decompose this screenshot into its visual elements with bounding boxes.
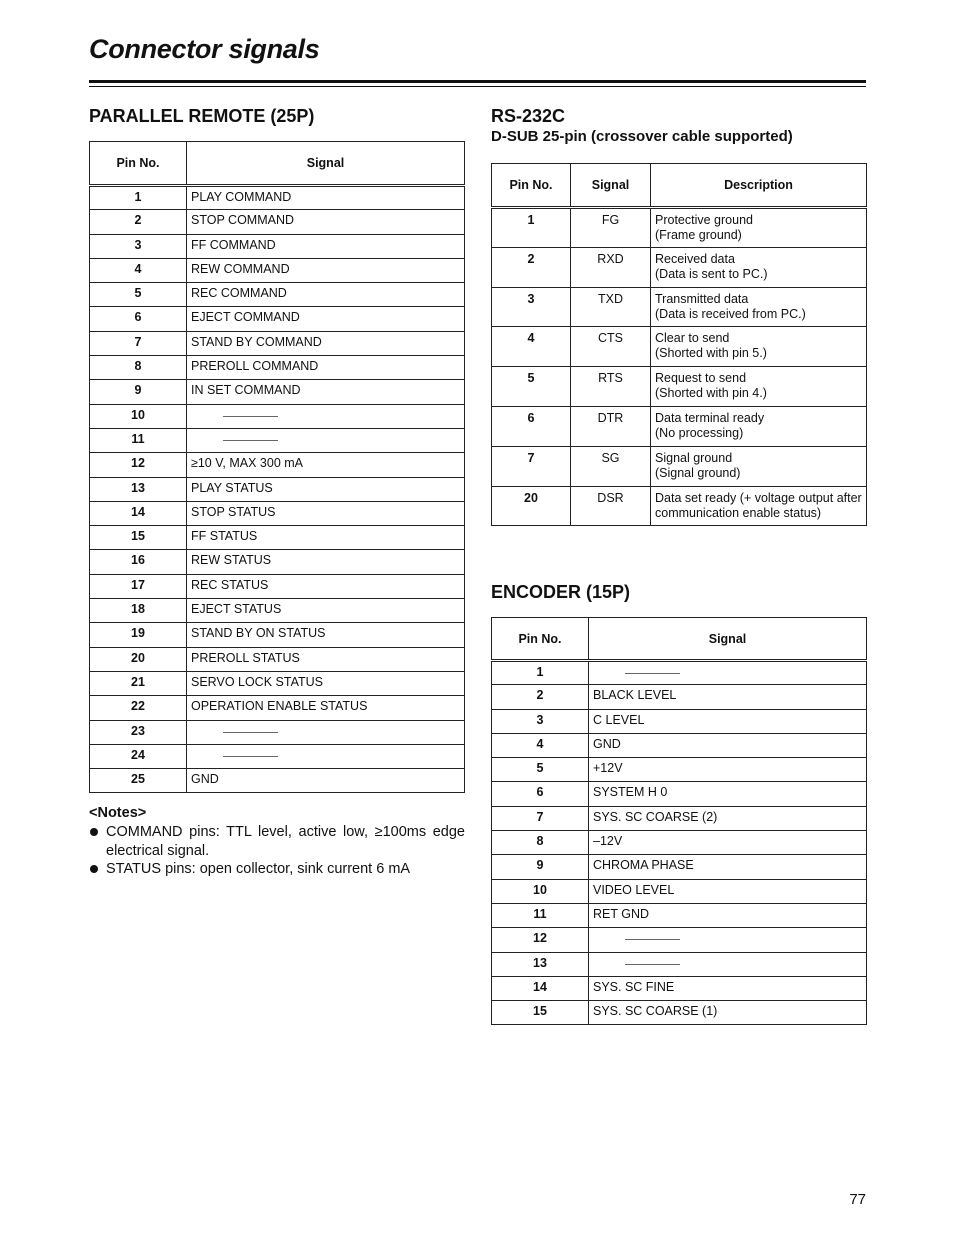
signal-cell: STAND BY ON STATUS <box>187 623 465 647</box>
signal-cell <box>589 952 867 976</box>
page-title: Connector signals <box>89 34 320 64</box>
signal-cell: C LEVEL <box>589 709 867 733</box>
description-line: Data set ready (+ voltage output after <box>655 490 862 505</box>
signal-cell: VIDEO LEVEL <box>589 879 867 903</box>
no-connection-dash <box>223 440 278 441</box>
table-row <box>492 367 867 407</box>
description-line: Request to send <box>655 371 747 386</box>
no-connection-dash <box>223 756 278 757</box>
pin-number-cell: 4 <box>492 327 571 367</box>
table-row <box>492 247 867 287</box>
table-row <box>492 446 867 486</box>
signal-cell: +12V <box>589 758 867 782</box>
description-line: (No processing) <box>655 425 744 440</box>
signal-cell <box>187 720 465 744</box>
table-row <box>90 574 465 598</box>
signal-cell: REC STATUS <box>187 574 465 598</box>
column-header-signal: Signal <box>571 164 651 208</box>
pin-number-cell: 2 <box>90 210 187 234</box>
pin-number-cell: 1 <box>492 208 571 248</box>
pin-number-cell: 12 <box>90 453 187 477</box>
description-cell <box>651 208 867 248</box>
pin-number-cell: 15 <box>492 1001 589 1025</box>
pin-number-cell: 9 <box>492 855 589 879</box>
pin-number-cell: 15 <box>90 526 187 550</box>
rs232c-subheading: D-SUB 25-pin (crossover cable supported) <box>491 128 793 145</box>
encoder-heading: ENCODER (15P) <box>491 582 631 602</box>
pin-number-cell: 4 <box>492 733 589 757</box>
description-line: (Data is received from PC.) <box>655 306 806 321</box>
table-row <box>492 806 867 830</box>
signal-cell <box>187 744 465 768</box>
signal-cell <box>187 428 465 452</box>
signal-cell <box>589 661 867 685</box>
table-row <box>90 647 465 671</box>
pin-number-cell: 2 <box>492 247 571 287</box>
description-cell <box>651 327 867 367</box>
description-line: communication enable status) <box>655 505 822 520</box>
pin-number-cell: 5 <box>492 367 571 407</box>
table-row <box>90 234 465 258</box>
page-number: 77 <box>849 1191 866 1208</box>
description-cell <box>651 486 867 526</box>
table-row <box>90 307 465 331</box>
pin-number-cell: 20 <box>492 486 571 526</box>
description-line: Transmitted data <box>655 291 749 306</box>
table-row <box>492 976 867 1000</box>
pin-number-cell: 23 <box>90 720 187 744</box>
table-row <box>90 769 465 793</box>
signal-cell: REC COMMAND <box>187 283 465 307</box>
pin-number-cell: 5 <box>90 283 187 307</box>
table-row <box>492 208 867 248</box>
pin-number-cell: 3 <box>492 287 571 327</box>
title-rule-thin <box>89 86 866 87</box>
pin-number-cell: 24 <box>90 744 187 768</box>
table-row <box>90 671 465 695</box>
table-row <box>90 550 465 574</box>
description-line: (Signal ground) <box>655 465 741 480</box>
title-rule <box>89 80 866 83</box>
column-header-signal: Signal <box>589 618 867 661</box>
signal-cell <box>589 928 867 952</box>
table-row <box>492 831 867 855</box>
pin-number-cell: 6 <box>492 406 571 446</box>
table-row <box>90 210 465 234</box>
note-item <box>89 823 465 860</box>
notes-title: <Notes> <box>89 805 147 821</box>
signal-cell: EJECT STATUS <box>187 599 465 623</box>
signal-cell: PLAY COMMAND <box>187 186 465 210</box>
pin-number-cell: 8 <box>492 831 589 855</box>
pin-number-cell: 1 <box>90 186 187 210</box>
table-row <box>90 428 465 452</box>
signal-cell <box>187 404 465 428</box>
signal-cell: EJECT COMMAND <box>187 307 465 331</box>
description-cell <box>651 406 867 446</box>
column-header-pin: Pin No. <box>492 618 589 661</box>
signal-cell: PREROLL STATUS <box>187 647 465 671</box>
signal-cell: REW COMMAND <box>187 258 465 282</box>
table-row <box>90 599 465 623</box>
column-header-signal: Signal <box>187 142 465 186</box>
table-row <box>492 661 867 685</box>
signal-cell: SYS. SC COARSE (2) <box>589 806 867 830</box>
pin-number-cell: 12 <box>492 928 589 952</box>
table-row <box>492 952 867 976</box>
table-row <box>90 744 465 768</box>
table-row <box>492 287 867 327</box>
no-connection-dash <box>223 732 278 733</box>
table-row <box>492 406 867 446</box>
pin-number-cell: 13 <box>90 477 187 501</box>
signal-cell: IN SET COMMAND <box>187 380 465 404</box>
signal-cell: SERVO LOCK STATUS <box>187 671 465 695</box>
signal-cell: DTR <box>571 406 651 446</box>
table-row <box>90 526 465 550</box>
table-row <box>492 1001 867 1025</box>
parallel-remote-rows <box>90 186 465 793</box>
description-cell <box>651 247 867 287</box>
pin-number-cell: 25 <box>90 769 187 793</box>
note-item <box>89 860 465 879</box>
table-row <box>492 709 867 733</box>
description-cell <box>651 287 867 327</box>
table-row <box>90 380 465 404</box>
pin-number-cell: 9 <box>90 380 187 404</box>
signal-cell: FF STATUS <box>187 526 465 550</box>
signal-cell: –12V <box>589 831 867 855</box>
pin-number-cell: 7 <box>492 806 589 830</box>
signal-cell: GND <box>589 733 867 757</box>
pin-number-cell: 14 <box>492 976 589 1000</box>
rs232c-heading: RS-232C <box>491 106 566 126</box>
signal-cell: SYS. SC FINE <box>589 976 867 1000</box>
bullet-icon <box>90 865 98 873</box>
table-row <box>492 685 867 709</box>
pin-number-cell: 5 <box>492 758 589 782</box>
description-line: (Frame ground) <box>655 228 742 242</box>
signal-cell: OPERATION ENABLE STATUS <box>187 696 465 720</box>
encoder-table <box>491 617 867 1025</box>
encoder-rows <box>492 661 867 1025</box>
signal-cell: RTS <box>571 367 651 407</box>
signal-cell: GND <box>187 769 465 793</box>
table-row <box>492 486 867 526</box>
pin-number-cell: 11 <box>492 903 589 927</box>
parallel-remote-heading: PARALLEL REMOTE (25P) <box>89 106 315 126</box>
table-row <box>90 404 465 428</box>
table-row <box>90 477 465 501</box>
table-row <box>492 758 867 782</box>
pin-number-cell: 3 <box>90 234 187 258</box>
table-row <box>90 696 465 720</box>
signal-cell: CTS <box>571 327 651 367</box>
signal-cell: DSR <box>571 486 651 526</box>
pin-number-cell: 2 <box>492 685 589 709</box>
description-line: (Shorted with pin 5.) <box>655 346 767 361</box>
table-row <box>90 720 465 744</box>
column-header-pin: Pin No. <box>492 164 571 208</box>
pin-number-cell: 21 <box>90 671 187 695</box>
signal-cell: PLAY STATUS <box>187 477 465 501</box>
signal-cell: CHROMA PHASE <box>589 855 867 879</box>
pin-number-cell: 20 <box>90 647 187 671</box>
notes <box>89 805 465 879</box>
rs232c-table <box>491 163 867 526</box>
pin-number-cell: 17 <box>90 574 187 598</box>
column-header-description: Description <box>651 164 867 208</box>
pin-number-cell: 1 <box>492 661 589 685</box>
pin-number-cell: 19 <box>90 623 187 647</box>
parallel-remote-table <box>89 141 465 793</box>
description-cell <box>651 446 867 486</box>
description-line: (Data is sent to PC.) <box>655 266 768 281</box>
description-line: Data terminal ready <box>655 410 765 425</box>
table-row <box>90 331 465 355</box>
pin-number-cell: 6 <box>90 307 187 331</box>
description-line: Signal ground <box>655 450 733 465</box>
note-text: STATUS pins: open collector, sink current 6 mA <box>106 861 411 877</box>
pin-number-cell: 10 <box>90 404 187 428</box>
signal-cell: FG <box>571 208 651 248</box>
signal-cell: SYS. SC COARSE (1) <box>589 1001 867 1025</box>
signal-cell: STOP COMMAND <box>187 210 465 234</box>
pin-number-cell: 10 <box>492 879 589 903</box>
signal-cell: REW STATUS <box>187 550 465 574</box>
no-connection-dash <box>625 939 680 940</box>
signal-cell: TXD <box>571 287 651 327</box>
table-row <box>90 501 465 525</box>
pin-number-cell: 14 <box>90 501 187 525</box>
no-connection-dash <box>625 964 680 965</box>
table-row <box>492 928 867 952</box>
description-cell <box>651 367 867 407</box>
description-line: Protective ground <box>655 213 753 227</box>
signal-cell: FF COMMAND <box>187 234 465 258</box>
table-row <box>492 733 867 757</box>
signal-cell: SYSTEM H 0 <box>589 782 867 806</box>
pin-number-cell: 7 <box>90 331 187 355</box>
pin-number-cell: 11 <box>90 428 187 452</box>
table-row <box>90 258 465 282</box>
table-row <box>492 782 867 806</box>
rs232c-rows <box>492 208 867 526</box>
table-row <box>90 283 465 307</box>
pin-number-cell: 18 <box>90 599 187 623</box>
table-row <box>492 855 867 879</box>
description-line: (Shorted with pin 4.) <box>655 386 767 401</box>
table-row <box>492 327 867 367</box>
signal-cell: STAND BY COMMAND <box>187 331 465 355</box>
signal-cell: STOP STATUS <box>187 501 465 525</box>
signal-cell: PREROLL COMMAND <box>187 356 465 380</box>
signal-cell: BLACK LEVEL <box>589 685 867 709</box>
no-connection-dash <box>223 416 278 417</box>
pin-number-cell: 4 <box>90 258 187 282</box>
pin-number-cell: 13 <box>492 952 589 976</box>
table-row <box>90 356 465 380</box>
table-row <box>90 453 465 477</box>
signal-cell: ≥10 V, MAX 300 mA <box>187 453 465 477</box>
pin-number-cell: 7 <box>492 446 571 486</box>
pin-number-cell: 8 <box>90 356 187 380</box>
table-row <box>90 623 465 647</box>
pin-number-cell: 22 <box>90 696 187 720</box>
description-line: Clear to send <box>655 331 730 346</box>
pin-number-cell: 3 <box>492 709 589 733</box>
signal-cell: RXD <box>571 247 651 287</box>
signal-cell: SG <box>571 446 651 486</box>
bullet-icon <box>90 828 98 836</box>
no-connection-dash <box>625 673 680 674</box>
table-row <box>492 879 867 903</box>
note-text: COMMAND pins: TTL level, active low, ≥100ms edge electrical signal. <box>106 824 465 859</box>
table-row <box>90 186 465 210</box>
table-row <box>492 903 867 927</box>
pin-number-cell: 6 <box>492 782 589 806</box>
description-line: Received data <box>655 251 735 266</box>
pin-number-cell: 16 <box>90 550 187 574</box>
signal-cell: RET GND <box>589 903 867 927</box>
column-header-pin: Pin No. <box>90 142 187 186</box>
